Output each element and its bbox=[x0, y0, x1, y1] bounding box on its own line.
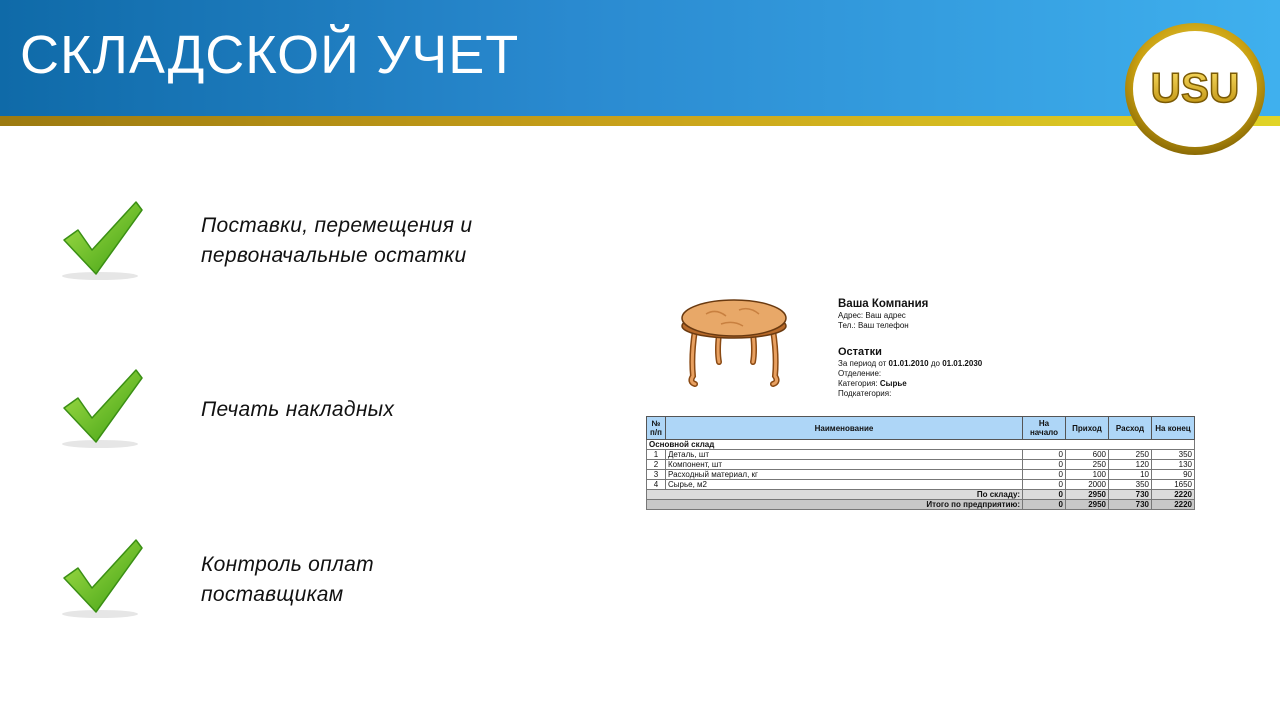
cell-num: 2 bbox=[647, 460, 666, 470]
cell-end: 130 bbox=[1152, 460, 1195, 470]
cell-expense: 250 bbox=[1109, 450, 1152, 460]
company-phone: Тел.: Ваш телефон bbox=[838, 321, 909, 330]
report-preview bbox=[646, 290, 1196, 525]
total-start: 0 bbox=[1023, 490, 1066, 500]
company-info bbox=[838, 297, 982, 399]
col-start: На начало bbox=[1023, 417, 1066, 440]
period-to: 01.01.2030 bbox=[942, 359, 983, 368]
cell-expense: 10 bbox=[1109, 470, 1152, 480]
cell-num: 1 bbox=[647, 450, 666, 460]
bullet-line: Контроль оплат bbox=[201, 553, 374, 576]
table-row bbox=[647, 470, 1195, 480]
cell-name: Компонент, шт bbox=[666, 460, 1023, 470]
col-end: На конец bbox=[1152, 417, 1195, 440]
table-header-row bbox=[647, 417, 1195, 440]
grand-start: 0 bbox=[1023, 500, 1066, 510]
table-furniture-icon bbox=[681, 296, 791, 388]
cell-income: 250 bbox=[1066, 460, 1109, 470]
cell-end: 90 bbox=[1152, 470, 1195, 480]
stock-table bbox=[646, 416, 1195, 510]
total-expense: 730 bbox=[1109, 490, 1152, 500]
table-row bbox=[647, 460, 1195, 470]
cell-num: 3 bbox=[647, 470, 666, 480]
cell-expense: 350 bbox=[1109, 480, 1152, 490]
checkmark-icon bbox=[56, 534, 148, 624]
cell-num: 4 bbox=[647, 480, 666, 490]
category-value: Сырье bbox=[879, 379, 907, 388]
col-num: № п/п bbox=[647, 417, 666, 440]
table-row bbox=[647, 450, 1195, 460]
grand-label: Итого по предприятию: bbox=[647, 500, 1023, 510]
col-name: Наименование bbox=[666, 417, 1023, 440]
grand-expense: 730 bbox=[1109, 500, 1152, 510]
bullet-text-2 bbox=[201, 395, 394, 425]
company-name: Ваша Компания bbox=[838, 298, 929, 310]
group-row bbox=[647, 440, 1195, 450]
cell-name: Расходный материал, кг bbox=[666, 470, 1023, 480]
bullet-text-1 bbox=[201, 211, 472, 271]
cell-start: 0 bbox=[1023, 460, 1066, 470]
warehouse-total-row bbox=[647, 490, 1195, 500]
grand-income: 2950 bbox=[1066, 500, 1109, 510]
usu-logo-icon bbox=[1124, 22, 1266, 156]
report-category bbox=[838, 379, 982, 389]
cell-start: 0 bbox=[1023, 450, 1066, 460]
page-title: СКЛАДСКОЙ УЧЕТ bbox=[20, 25, 520, 85]
period-from: 01.01.2010 bbox=[888, 359, 929, 368]
cell-income: 600 bbox=[1066, 450, 1109, 460]
total-end: 2220 bbox=[1152, 490, 1195, 500]
cell-income: 2000 bbox=[1066, 480, 1109, 490]
report-title: Остатки bbox=[838, 346, 882, 358]
bullet-line: Печать накладных bbox=[201, 398, 395, 421]
cell-start: 0 bbox=[1023, 470, 1066, 480]
col-income: Приход bbox=[1066, 417, 1109, 440]
grand-end: 2220 bbox=[1152, 500, 1195, 510]
total-income: 2950 bbox=[1066, 490, 1109, 500]
table-row bbox=[647, 480, 1195, 490]
bullet-line: поставщикам bbox=[201, 583, 344, 606]
total-label: По складу: bbox=[647, 490, 1023, 500]
cell-name: Деталь, шт bbox=[666, 450, 1023, 460]
group-label: Основной склад bbox=[647, 440, 1195, 450]
category-label: Категория: bbox=[838, 379, 878, 388]
header-stripe bbox=[0, 116, 1280, 126]
period-prefix: За период от bbox=[838, 359, 887, 368]
bullet-line: первоначальные остатки bbox=[201, 244, 467, 267]
bullet-line: Поставки, перемещения и bbox=[201, 214, 473, 237]
checkmark-icon bbox=[56, 196, 148, 286]
report-department: Отделение: bbox=[838, 369, 882, 378]
cell-end: 350 bbox=[1152, 450, 1195, 460]
period-mid: до bbox=[930, 359, 940, 368]
col-expense: Расход bbox=[1109, 417, 1152, 440]
bullet-text-3 bbox=[201, 550, 374, 610]
report-period bbox=[838, 359, 982, 369]
cell-name: Сырье, м2 bbox=[666, 480, 1023, 490]
cell-expense: 120 bbox=[1109, 460, 1152, 470]
logo-text: USU bbox=[1150, 64, 1240, 111]
cell-income: 100 bbox=[1066, 470, 1109, 480]
cell-end: 1650 bbox=[1152, 480, 1195, 490]
checkmark-icon bbox=[56, 364, 148, 454]
company-address: Адрес: Ваш адрес bbox=[838, 311, 906, 320]
report-subcategory: Подкатегория: bbox=[838, 389, 892, 398]
enterprise-total-row bbox=[647, 500, 1195, 510]
cell-start: 0 bbox=[1023, 480, 1066, 490]
